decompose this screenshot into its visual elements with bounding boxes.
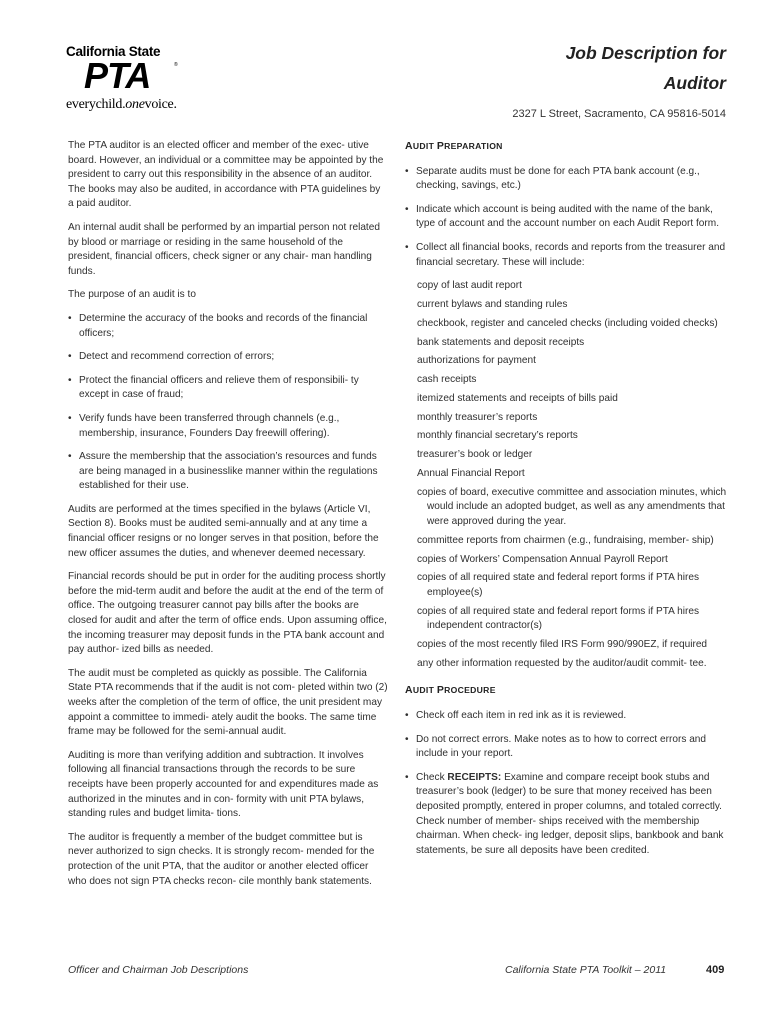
california-state-pta-logo <box>66 44 198 116</box>
footer-right: California State PTA Toolkit – 2011 <box>505 964 667 976</box>
logo-tagline-part2: one <box>125 97 145 112</box>
bullet-icon: • <box>405 203 409 215</box>
records-list-item: copies of Workers’ Compensation Annual Payroll Report <box>417 553 668 565</box>
list-item-text: Assure the membership that the association’s resources and funds are being managed in a businesslike manner within the regulations established for their use. <box>79 451 378 492</box>
records-list-item: any other information requested by the auditor/audit commit- tee. <box>417 657 707 669</box>
page-title-line2: Auditor <box>663 73 726 93</box>
preparation-list <box>405 165 730 271</box>
section-heading-audit-procedure <box>405 683 730 698</box>
bullet-icon: • <box>405 710 409 721</box>
records-list-item: monthly treasurer’s reports <box>417 411 538 423</box>
heading-letter: P <box>436 140 445 152</box>
receipts-label: RECEIPTS: <box>447 771 502 783</box>
section-heading-audit-preparation <box>405 139 730 154</box>
logo-tagline-part3: voice. <box>144 97 177 112</box>
heading-letter: A <box>405 140 413 152</box>
list-item-text: Indicate which account is being audited with the name of the bank, type of account and the account number on each Audit Report form. <box>416 203 719 230</box>
list-item-text: Do not correct errors. Make notes as to how to correct errors and include in your report. <box>416 733 707 760</box>
bullet-icon: • <box>405 733 409 745</box>
timing-paragraph: Audits are performed at the times specified in the bylaws (Article VI, Section 8). Books must be audited semi-annually and at any time a financial officer resigns or no longer serves in that position, before the new officer assumes the duties, and whenever deemed necessary. <box>68 503 379 559</box>
heading-smallcaps: UDIT <box>412 141 437 151</box>
records-list-item: copy of last audit report <box>417 280 522 292</box>
procedure-list <box>405 709 730 858</box>
list-item-text: Determine the accuracy of the books and records of the financial officers; <box>79 312 368 339</box>
list-item <box>405 203 730 232</box>
list-item <box>405 771 730 859</box>
list-item <box>405 241 730 270</box>
list-item-text: Check off each item in red ink as it is reviewed. <box>416 710 627 721</box>
verification-paragraph: Auditing is more than verifying addition and subtraction. It involves following all financial transactions through the records to be sure receipts have been properly accounted for and expenditures made as authorized in the minutes and in con- formity with unit PTA bylaws, standing rules and budget limita- tions. <box>68 749 379 820</box>
records-list-item: treasurer’s book or ledger <box>417 449 533 461</box>
logo-org-name: California State <box>66 44 161 59</box>
right-column <box>405 139 730 867</box>
list-item <box>405 733 730 762</box>
records-list-item: itemized statements and receipts of bills paid <box>417 392 618 404</box>
records-list-item: Annual Financial Report <box>417 467 525 479</box>
records-list-item: current bylaws and standing rules <box>417 298 568 310</box>
list-item <box>68 450 388 494</box>
page-number: 409 <box>706 964 725 976</box>
heading-letter: P <box>436 684 445 697</box>
list-item-text: Verify funds have been transferred through channels (e.g., membership, insurance, Founders Day freewill offering). <box>79 412 340 439</box>
list-item-text: Detect and recommend correction of errors; <box>79 351 275 363</box>
records-list-item: checkbook, register and canceled checks (including voided checks) <box>417 317 718 329</box>
logo-tagline-part1: everychild. <box>66 97 126 112</box>
records-list-item: copies of all required state and federal report forms if PTA hires employee(s) <box>417 572 700 598</box>
records-list-item: bank statements and deposit receipts <box>417 336 585 348</box>
list-item <box>68 374 388 403</box>
list-item <box>68 412 388 441</box>
heading-smallcaps: UDIT <box>412 685 437 696</box>
list-item <box>68 350 388 365</box>
bullet-icon: • <box>68 351 72 363</box>
records-list-item: cash receipts <box>417 374 477 386</box>
list-item-text: Protect the financial officers and relieve them of responsibili- ty except in case of fraud; <box>79 374 359 401</box>
purpose-list <box>68 312 388 494</box>
bullet-icon: • <box>68 412 72 424</box>
records-list-item: copies of the most recently filed IRS Form 990/990EZ, if required <box>417 639 708 651</box>
list-item-text: Separate audits must be done for each PTA bank account (e.g., checking, savings, etc.) <box>416 165 700 192</box>
records-list-item: committee reports from chairmen (e.g., fundraising, member- ship) <box>417 534 714 546</box>
receipts-text: Examine and compare receipt book stubs and treasurer’s book (ledger) to be sure that money received has been deposited promptly, entered in proper columns, and totaled correctly. Check number of member- ships received with the membership chairman. When check- ing ledger, deposit slips, bankbook and bank statements, be sure all deposits have been credited. <box>416 771 724 856</box>
footer-left: Officer and Chairman Job Descriptions <box>68 964 249 976</box>
list-item-text: Collect all financial books, records and reports from the treasurer and financial secretary. These will include: <box>416 241 726 268</box>
intro-paragraph: The PTA auditor is an elected officer and member of the exec- utive board. However, an individual or a committee may be appointed by the president to carry out this responsibility in the absence of an auditor. The books may also be audited, in accordance with PTA guidelines by a paid auditor. <box>68 140 384 210</box>
records-list-item: monthly financial secretary’s reports <box>417 430 578 442</box>
receipts-prefix: Check <box>416 771 448 783</box>
heading-letter: A <box>405 684 413 697</box>
records-list-item: copies of board, executive committee and association minutes, which would include an adopted budget, as well as any amendments that were approved during the year. <box>417 486 727 527</box>
bullet-icon: • <box>405 771 409 783</box>
records-paragraph: Financial records should be put in order for the auditing process shortly before the mid-term audit and before the audit at the end of the term of office. The outgoing treasurer cannot pay bills after the books are closed for audit and after the term of office ends. Upon assuming office, the incoming treasurer may deposit funds in the PTA bank account and pay author- ized bills as needed. <box>68 571 387 656</box>
logo-pta-mark: PTA <box>84 55 151 96</box>
records-list-item: authorizations for payment <box>417 355 536 367</box>
bullet-icon: • <box>68 312 72 324</box>
bullet-icon: • <box>405 165 409 177</box>
address: 2327 L Street, Sacramento, CA 95816-5014 <box>512 108 726 120</box>
purpose-intro: The purpose of an audit is to <box>68 289 196 301</box>
page-title-line1: Job Description for <box>565 43 726 63</box>
bullet-icon: • <box>405 241 409 253</box>
budget-paragraph: The auditor is frequently a member of the budget committee but is never authorized to sign checks. It is strongly recom- mended for the protection of the unit PTA, that the auditor or another elected officer who does not sign PTA checks recon- cile monthly bank statements. <box>68 831 375 887</box>
list-item <box>68 312 388 341</box>
heading-smallcaps: ROCEDURE <box>444 685 496 696</box>
bullet-icon: • <box>68 451 72 463</box>
left-column <box>68 139 388 898</box>
logo-tagline <box>66 97 177 113</box>
list-item <box>405 709 730 724</box>
bullet-icon: • <box>68 374 72 386</box>
records-list <box>417 279 730 671</box>
logo-trademark: ® <box>174 62 178 68</box>
internal-audit-paragraph: An internal audit shall be performed by an impartial person not related by blood or marriage or residing in the same household of the president, financial officers, check signer or any chair- man handling funds. <box>68 221 380 277</box>
records-list-item: copies of all required state and federal report forms if PTA hires independent contractor(s) <box>417 605 700 632</box>
list-item <box>405 165 730 194</box>
heading-smallcaps: REPARATION <box>444 141 503 151</box>
completion-paragraph: The audit must be completed as quickly as possible. The California State PTA recommends that if the audit is not com- pleted within two (2) weeks after the completion of the term of office, the unit president may appoint a committee to immedi- ately audit the books. The same time frame may be followed for the semi-annual audit. <box>68 667 388 738</box>
